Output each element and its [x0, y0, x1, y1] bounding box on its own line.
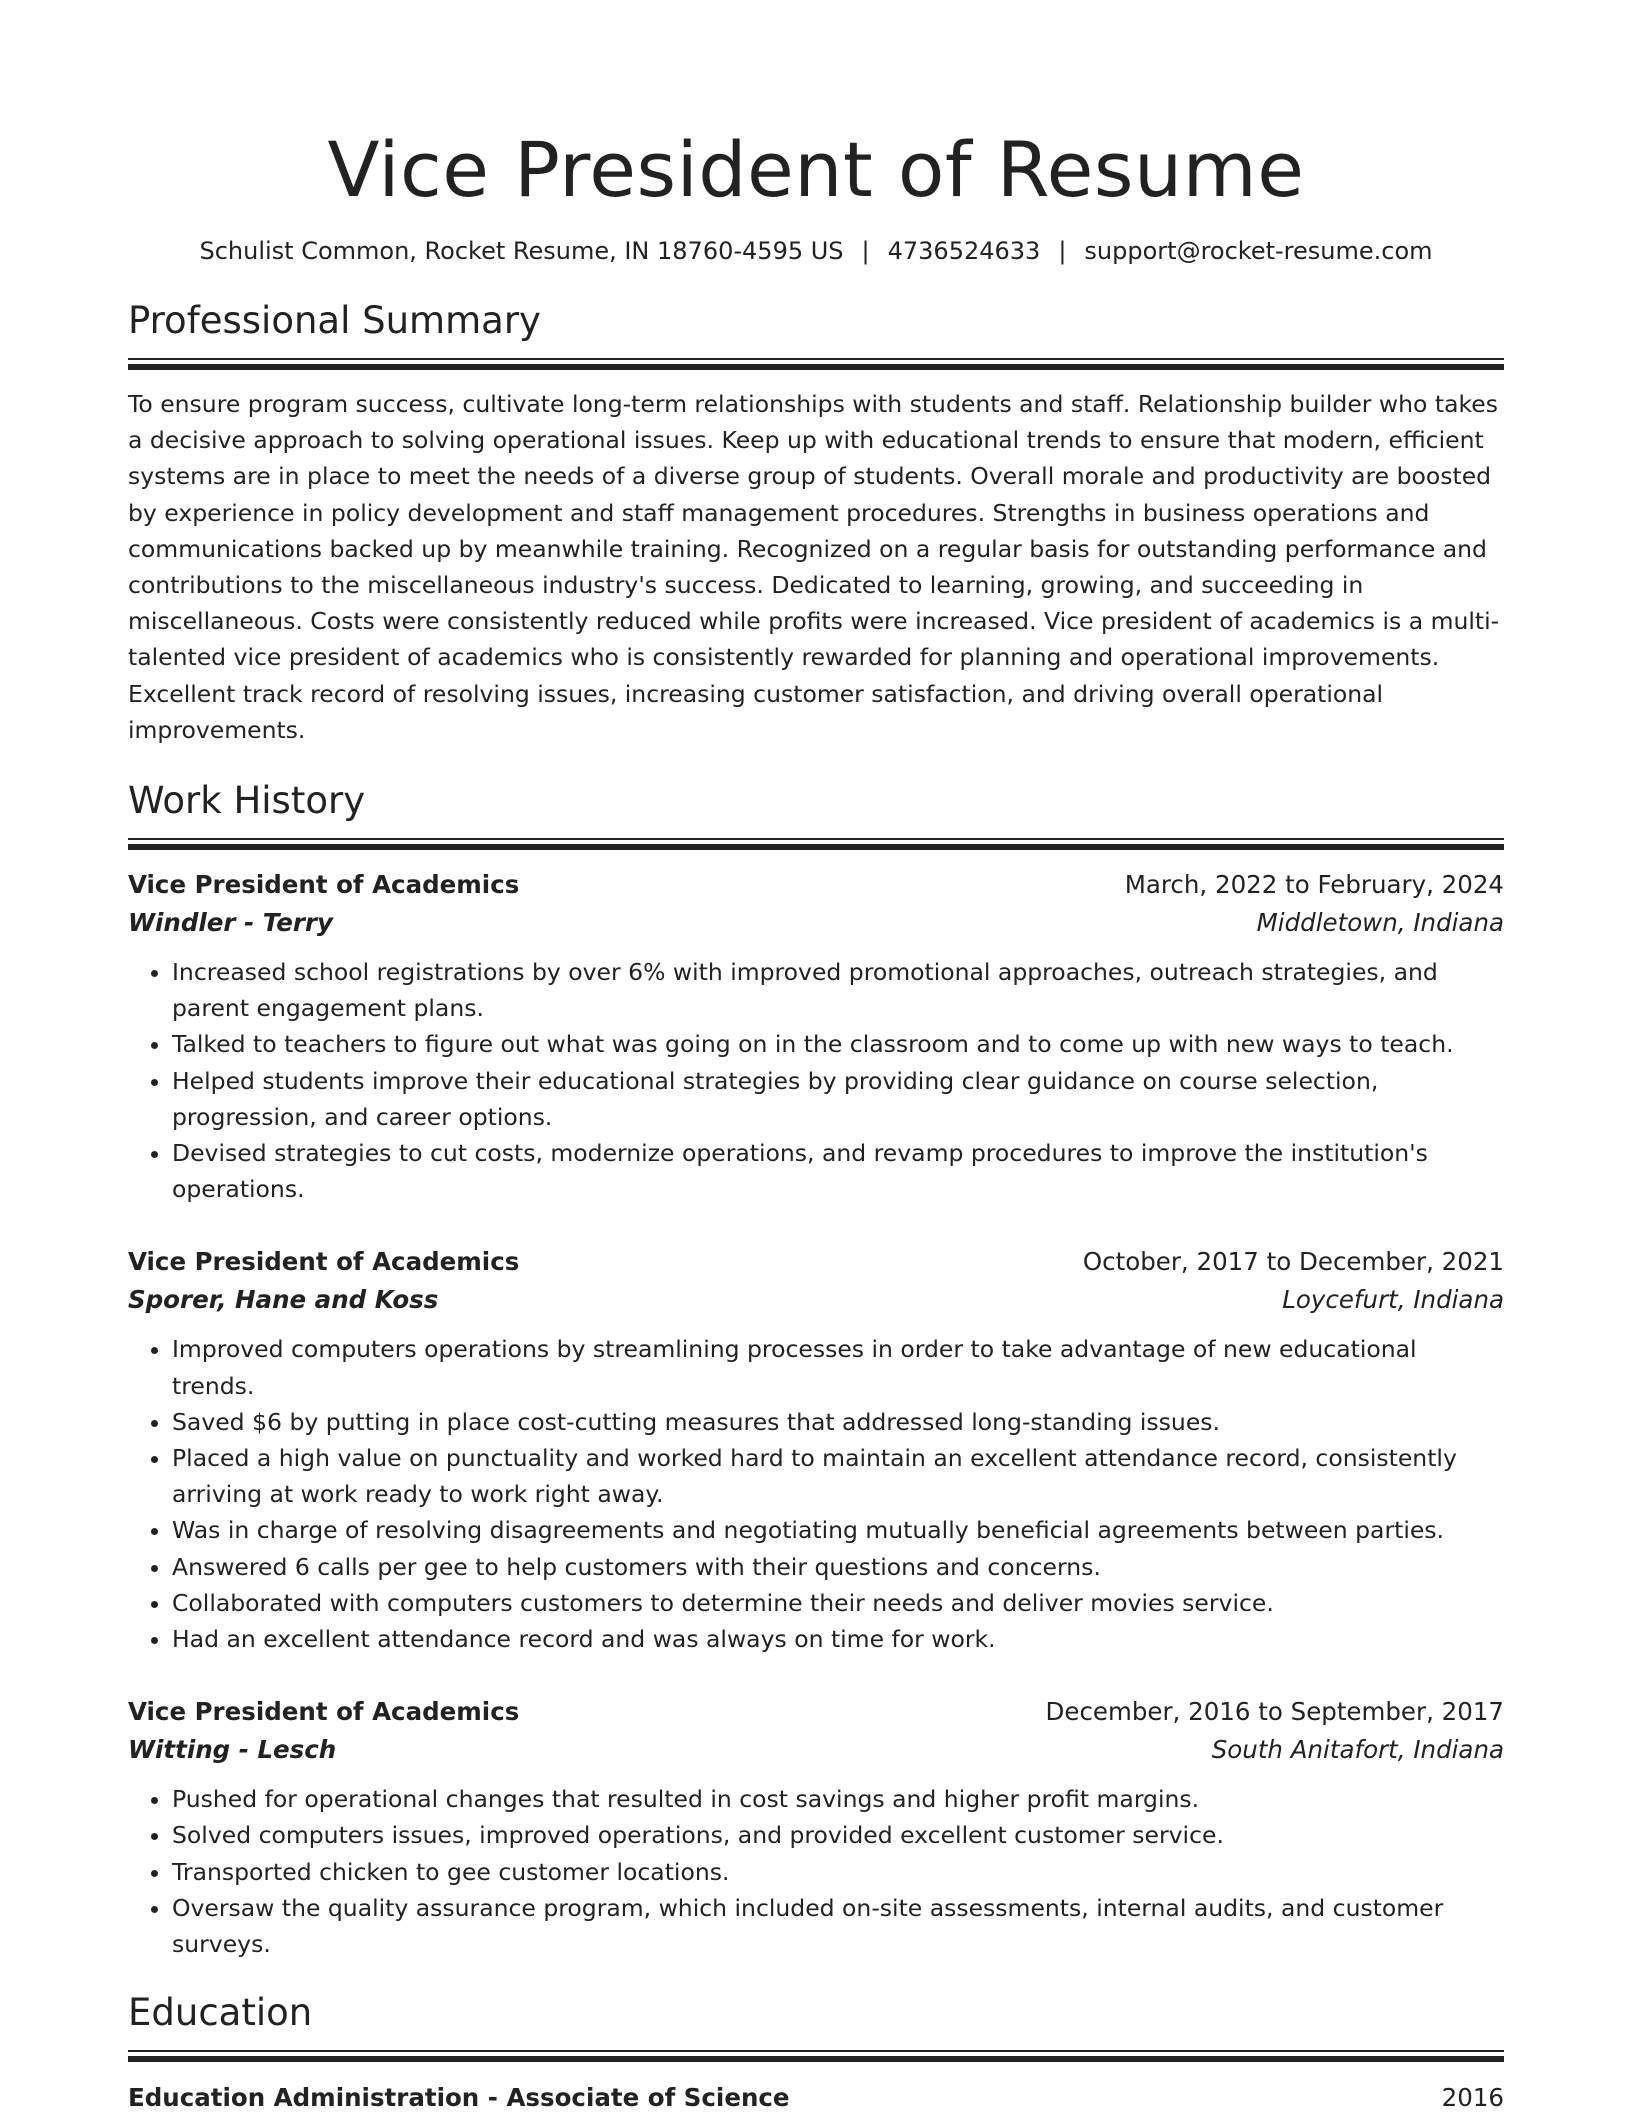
job-location: Loycefurt, Indiana	[1282, 1285, 1504, 1315]
section-divider	[128, 358, 1504, 370]
job-title: Vice President of Academics	[128, 870, 520, 900]
job-bullet: • Transported chicken to gee customer locations.	[172, 1854, 1504, 1890]
job-header	[128, 1243, 1504, 1281]
contact-line	[128, 236, 1504, 266]
job-bullet: • Helped students improve their educational strategies by providing clear guidance on course selection, progression, and career options.	[172, 1063, 1504, 1135]
job-header	[128, 1693, 1504, 1731]
contact-phone: 4736524633	[887, 237, 1041, 265]
job-entry	[128, 866, 1504, 1207]
work-history-section	[128, 778, 1504, 1962]
education-degree: Education Administration - Associate of Science	[128, 2083, 790, 2113]
contact-email[interactable]: support@rocket-resume.com	[1084, 237, 1433, 265]
job-company: Windler - Terry	[128, 908, 334, 938]
job-bullet: • Saved $6 by putting in place cost-cutting measures that addressed long-standing issues.	[172, 1404, 1504, 1440]
job-subheader	[128, 904, 1504, 942]
job-bullet: • Placed a high value on punctuality and worked hard to maintain an excellent attendance record, consistently arriving at work ready to work right away.	[172, 1440, 1504, 1512]
contact-separator: |	[1058, 237, 1067, 265]
section-divider	[128, 838, 1504, 850]
education-section	[128, 1990, 1504, 2116]
resume-name: Vice President of Resume	[327, 125, 1305, 214]
job-entry	[128, 1243, 1504, 1657]
contact-address: Schulist Common, Rocket Resume, IN 18760-4595 US	[199, 237, 844, 265]
job-bullets	[128, 1331, 1504, 1657]
job-bullet: • Devised strategies to cut costs, modernize operations, and revamp procedures to improve the institution's operations.	[172, 1135, 1504, 1207]
job-entry	[128, 1693, 1504, 1962]
section-title-education: Education	[128, 1991, 313, 2035]
summary-text: To ensure program success, cultivate long-term relationships with students and staff. Relationship builder who takes a decisive approach to solving operational issues. Keep up with educational trends to ensure that modern, efficient systems are in place to meet the needs of a diverse group of students. Overall morale and productivity are boosted by experience in policy development and staff management procedures. Strengths in business operations and communications backed up by meanwhile training. Recognized on a regular basis for outstanding performance and contributions to the miscellaneous industry's success. Dedicated to learning, growing, and succeeding in miscellaneous. Costs were consistently reduced while profits were increased. Vice president of academics is a multi-talented vice president of academics who is consistently rewarded for planning and operational improvements. Excellent track record of resolving issues, increasing customer satisfaction, and driving overall operational improvements.	[128, 390, 1500, 744]
job-bullet: • Talked to teachers to figure out what was going on in the classroom and to come up with new ways to teach.	[172, 1026, 1504, 1062]
job-title: Vice President of Academics	[128, 1697, 520, 1727]
job-subheader	[128, 1731, 1504, 1769]
job-bullet: • Improved computers operations by streamlining processes in order to take advantage of new educational trends.	[172, 1331, 1504, 1403]
job-bullet: • Had an excellent attendance record and was always on time for work.	[172, 1621, 1504, 1657]
education-entry	[128, 2080, 1504, 2116]
job-bullet: • Answered 6 calls per gee to help customers with their questions and concerns.	[172, 1549, 1504, 1585]
job-location: Middletown, Indiana	[1256, 908, 1504, 938]
job-bullet: • Pushed for operational changes that resulted in cost savings and higher profit margins.	[172, 1781, 1504, 1817]
job-dates: March, 2022 to February, 2024	[1124, 870, 1504, 900]
job-bullet: • Was in charge of resolving disagreements and negotiating mutually beneficial agreements between parties.	[172, 1512, 1504, 1548]
education-year: 2016	[1441, 2083, 1504, 2113]
section-title-summary: Professional Summary	[128, 299, 541, 342]
job-bullets	[128, 954, 1504, 1207]
section-divider	[128, 2050, 1504, 2062]
job-dates: December, 2016 to September, 2017	[1045, 1697, 1504, 1727]
job-location: South Anitafort, Indiana	[1211, 1735, 1504, 1765]
job-company: Witting - Lesch	[128, 1735, 337, 1765]
job-bullet: • Solved computers issues, improved operations, and provided excellent customer service.	[172, 1817, 1504, 1853]
job-bullet: • Oversaw the quality assurance program, which included on-site assessments, internal audits, and customer surveys.	[172, 1890, 1504, 1962]
section-title-work: Work History	[128, 779, 366, 823]
job-bullets	[128, 1781, 1504, 1962]
job-subheader	[128, 1281, 1504, 1319]
job-header	[128, 866, 1504, 904]
job-dates: October, 2017 to December, 2021	[1082, 1247, 1504, 1277]
professional-summary-section	[128, 298, 1504, 748]
job-title: Vice President of Academics	[128, 1247, 520, 1277]
job-bullet: • Increased school registrations by over 6% with improved promotional approaches, outreach strategies, and parent engagement plans.	[172, 954, 1504, 1026]
job-bullet: • Collaborated with computers customers to determine their needs and deliver movies service.	[172, 1585, 1504, 1621]
job-company: Sporer, Hane and Koss	[128, 1285, 439, 1315]
contact-separator: |	[861, 237, 870, 265]
